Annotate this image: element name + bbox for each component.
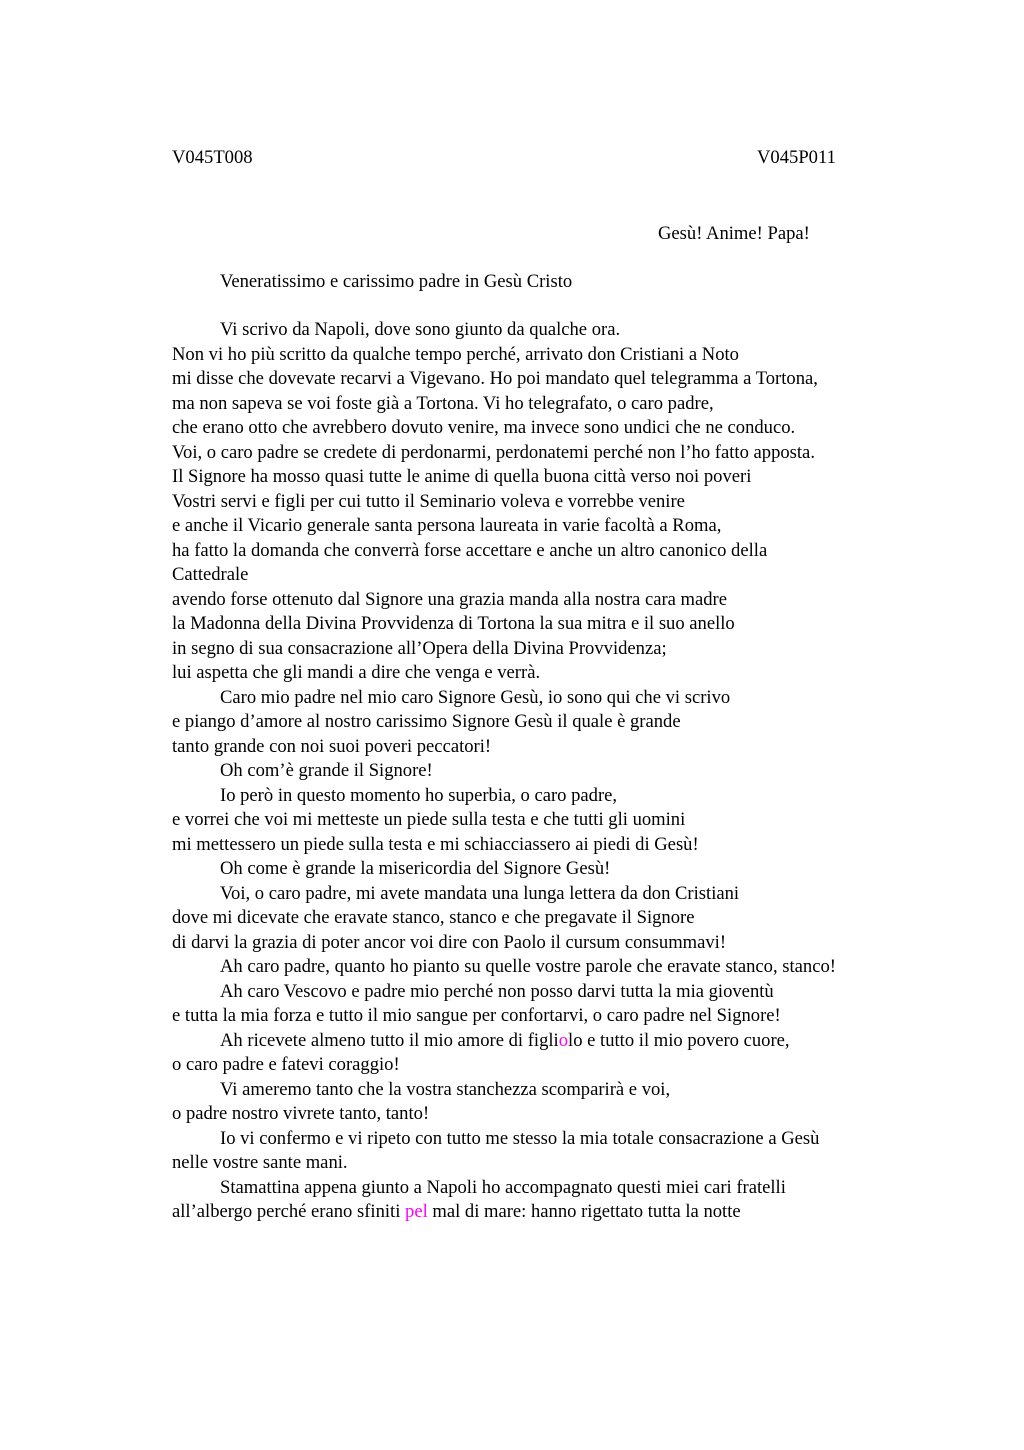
body-line: ha fatto la domanda che converrà forse accettare e anche un altro canonico della [172,539,768,561]
body-line: Caro mio padre nel mio caro Signore Gesù, io sono qui che vi scrivo [220,686,731,708]
line-text-post: lo e tutto il mio povero cuore, [568,1029,790,1051]
body-line: avendo forse ottenuto dal Signore una grazia manda alla nostra cara madre [172,588,727,610]
body-line: la Madonna della Divina Provvidenza di Tortona la sua mitra e il suo anello [172,613,735,634]
body-line: dove mi dicevate che eravate stanco, stanco e che pregavate il Signore [172,907,695,928]
body-line: in segno di sua consacrazione all’Opera della Divina Provvidenza; [172,637,667,659]
body-line: lui aspetta che gli mandi a dire che venga e verrà. [172,662,541,683]
body-line: Stamattina appena giunto a Napoli ho accompagnato questi miei cari fratelli [220,1176,786,1198]
body-line: ma non sapeva se voi foste già a Tortona. Vi ho telegrafato, o caro padre, [172,392,714,414]
body-line: Voi, o caro padre se credete di perdonarmi, perdonatemi perché non l’ho fatto apposta. [172,441,815,463]
page-code-right: V045P011 [757,147,836,168]
body-line: Vi ameremo tanto che la vostra stanchezza scomparirà e voi, [220,1078,671,1100]
body-line: Cattedrale [172,564,249,585]
line-text-pre: Ah ricevete almeno tutto il mio amore di figli [220,1029,559,1051]
highlighted-text: o [558,1029,569,1051]
body-line: Oh come è grande la misericordia del Signore Gesù! [220,858,611,879]
body-line: e piango d’amore al nostro carissimo Signore Gesù il quale è grande [172,711,681,732]
line-text-post: mal di mare: hanno rigettato tutta la notte [427,1201,741,1222]
highlighted-text: pel [405,1201,428,1222]
body-line: Il Signore ha mosso quasi tutte le anime di quella buona città verso noi poveri [172,466,752,487]
line-text-pre: all’albergo perché erano sfiniti [172,1201,406,1222]
body-line: di darvi la grazia di poter ancor voi dire con Paolo il cursum consummavi! [172,931,727,953]
body-line: Non vi ho più scritto da qualche tempo perché, arrivato don Cristiani a Noto [172,343,739,365]
body-line: Vostri servi e figli per cui tutto il Seminario voleva e vorrebbe venire [172,490,685,512]
body-line-with-mark [172,1029,912,1054]
body-line: che erano otto che avrebbero dovuto venire, ma invece sono undici che ne conduco. [172,417,796,438]
body-line: e vorrei che voi mi metteste un piede sulla testa e che tutti gli uomini [172,809,686,830]
body-line: Vi scrivo da Napoli, dove sono giunto da qualche ora. [220,319,621,340]
body-line: Io però in questo momento ho superbia, o caro padre, [220,784,618,806]
body-line: Ah caro padre, quanto ho pianto su quelle vostre parole che eravate stanco, stanco! [220,956,836,977]
body-line: e anche il Vicario generale santa persona laureata in varie facoltà a Roma, [172,515,722,536]
body-line: o caro padre e fatevi coraggio! [172,1054,400,1075]
salutation: Veneratissimo e carissimo padre in Gesù Cristo [220,271,573,292]
body-line: Io vi confermo e vi ripeto con tutto me stesso la mia totale consacrazione a Gesù [220,1127,820,1149]
body-line: o padre nostro vivrete tanto, tanto! [172,1103,430,1124]
motto: Gesù! Anime! Papa! [658,223,810,244]
document-code-left: V045T008 [172,147,253,168]
body-line: tanto grande con noi suoi poveri peccatori! [172,735,492,757]
body-line: Ah caro Vescovo e padre mio perché non posso darvi tutta la mia gioventù [220,980,774,1002]
body-line: mi mettessero un piede sulla testa e mi schiacciassero ai piedi di Gesù! [172,833,699,855]
body-line: e tutta la mia forza e tutto il mio sangue per confortarvi, o caro padre nel Signore! [172,1005,781,1026]
body-line: Voi, o caro padre, mi avete mandata una lunga lettera da don Cristiani [220,882,740,904]
body-line: nelle vostre sante mani. [172,1152,348,1173]
body-line: Oh com’è grande il Signore! [220,760,433,781]
body-line: mi disse che dovevate recarvi a Vigevano. Ho poi mandato quel telegramma a Tortona, [172,368,818,389]
body-line-with-mark [172,1200,912,1225]
letter-body [172,318,912,1225]
